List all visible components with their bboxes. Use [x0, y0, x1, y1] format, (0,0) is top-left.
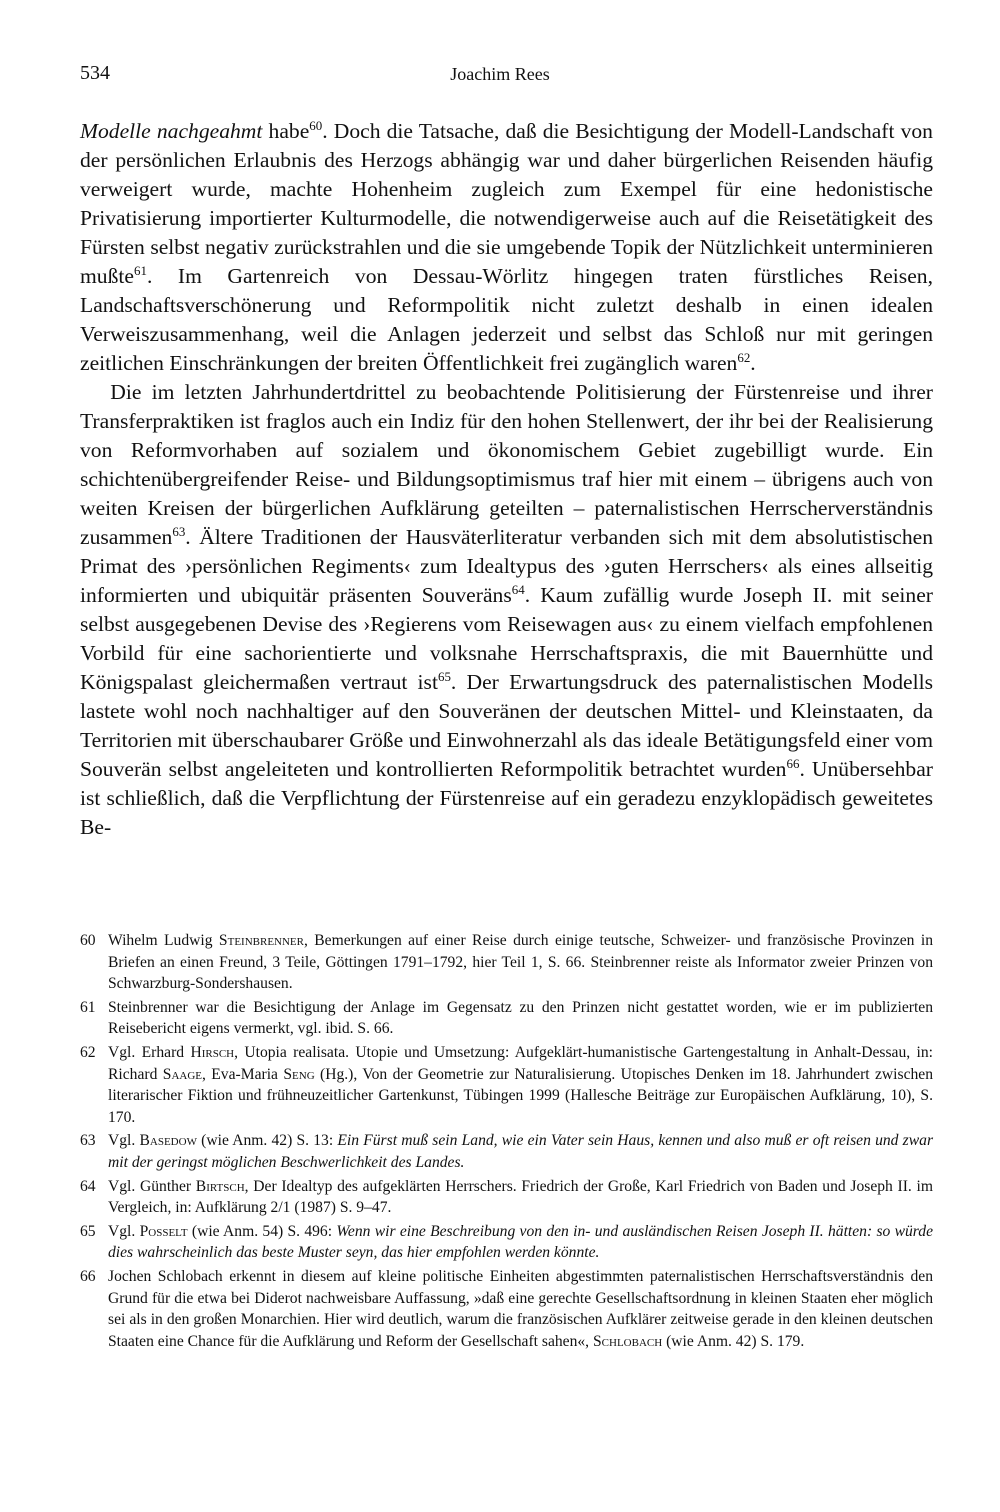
author-name: Hirsch	[190, 1043, 235, 1061]
text-run: Jochen Schlobach erkennt in diesem auf kleine politische Einheiten abgestimmten paternalistischen Herrschaftsverständnis den Grund für die etwa bei Diderot nachweisbare Auffassung, »daß eine gerechte Gesellschaftsordnung in kleinen Staaten eher möglich sei als in den großen Monarchien. Hier wird deutlich, warum die französischen Aufklärer zeitweise gerade in den kleinen deutschen Staaten eine Chance für die Aufklärung und Reform der Gesellschaft sahen«,	[108, 1267, 933, 1350]
footnote-64	[80, 1176, 933, 1219]
author-name: Birtsch	[195, 1177, 245, 1195]
paragraph	[80, 378, 933, 842]
footnote-ref-63[interactable]: 63	[172, 523, 186, 539]
running-head: Joachim Rees	[450, 64, 550, 84]
text-run: .	[750, 351, 756, 375]
text-run: , Eva-Maria	[202, 1065, 284, 1083]
footnote-text	[108, 1176, 933, 1219]
footnote-number: 63	[80, 1132, 96, 1150]
footnote-text	[108, 1042, 933, 1128]
text-run: . Der Erwartungsdruck des paternalistischen Modells lastete wohl noch nachhaltiger auf den Souveränen der deutschen Mittel- und Kleinstaaten, da Territorien mit überschaubarer Größe und Einwohnerzahl als das ideale Betätigungsfeld einer vom Souverän selbst angeleiteten und kontrollierten Reformpolitik betrachtet wurden	[80, 670, 934, 781]
text-run: , Bemerkungen auf einer Reise durch einige teutsche, Schweizer- und französische Provinzen in Briefen an einen Freund, 3 Teile, Göttingen 1791–1792, hier Teil 1, S. 66. Steinbrenner reiste als Informator zweier Prinzen von Schwarzburg-Sondershausen.	[108, 932, 933, 993]
text-run: (wie Anm. 42) S. 13:	[196, 1132, 338, 1150]
author-name: Steinbrenner	[218, 932, 304, 949]
quotation: Wenn wir eine Beschreibung von den in- und ausländischen Reisen Joseph II. hätten: so würde dies wahrscheinlich das beste Muster seyn, das hier empfohlen werden könnte.	[108, 1222, 934, 1262]
italic-phrase: Modelle nachgeahmt	[80, 119, 263, 143]
footnote-text	[108, 1221, 933, 1264]
text-run: . Im Gartenreich von Dessau-Wörlitz hingegen traten fürstliches Reisen, Landschaftsverschönerung und Reformpolitik nicht zuletzt deshalb in einen idealen Verweiszusammenhang, weil die Anlagen jederzeit und selbst das Schloß nur mit geringen zeitlichen Einschränkungen der breiten Öffentlichkeit frei zugänglich waren	[80, 264, 933, 375]
author-name: Basedow	[139, 1132, 197, 1150]
footnote-60	[80, 930, 933, 995]
footnote-number: 65	[80, 1222, 96, 1240]
body-text	[80, 117, 933, 842]
author-name: Seng	[283, 1065, 315, 1083]
text-run: (wie Anm. 42) S. 179.	[662, 1332, 805, 1350]
text-run: . Kaum zufällig wurde Joseph II. mit seiner selbst ausgegebenen Devise des ›Regierens vom Reisewagen aus‹ zu einem vielfach empfohlenen Vorbild für eine sachorientierte und volksnahe Herrschaftspraxis, die mit Bauernhütte und Königspalast gleichermaßen vertraut ist	[80, 583, 933, 694]
text-run: habe	[262, 119, 310, 143]
quotation: Ein Fürst muß sein Land, wie ein Vater sein Haus, kennen und also muß er oft reisen und zwar mit der geringst möglichen Beschwerlichkeit des Landes.	[108, 1132, 934, 1171]
text-run: (Hg.), Von der Geometrie zur Naturalisierung. Utopisches Denken im 18. Jahrhundert zwischen literarischer Fiktion und frühneuzeitlicher Gartenkunst, Tübingen 1999 (Hallesche Beiträge zur Europäischen Aufklärung, 10), S. 170.	[108, 1065, 934, 1126]
footnote-65	[80, 1221, 933, 1264]
footnote-number: 61	[80, 998, 96, 1016]
page-number: 534	[80, 62, 110, 84]
paragraph	[80, 117, 933, 378]
author-name: Saage	[162, 1065, 202, 1083]
text-run: . Doch die Tatsache, daß die Besichtigung der Modell-Landschaft von der persönlichen Erlaubnis des Herzogs abhängig war und daher bürgerlichen Reisenden häufig verweigert wurde, machte Hohenheim zugleich zum Exempel für eine hedonistische Privatisierung importierter Kulturmodelle, die notwendigerweise auch auf die Reisetätigkeit des Fürsten selbst negativ zurückstrahlen und die sie umgebende Topik der Nützlichkeit unterminieren mußte	[80, 119, 933, 288]
footnote-ref-62[interactable]: 62	[737, 349, 751, 365]
text-run: Wihelm Ludwig	[108, 932, 219, 949]
footnote-number: 62	[80, 1043, 96, 1061]
text-run: Vgl. Günther	[108, 1177, 196, 1195]
footnote-ref-65[interactable]: 65	[437, 668, 451, 684]
text-run: Vgl.	[108, 1132, 140, 1150]
author-name: Schlobach	[592, 1332, 663, 1350]
footnote-text	[108, 1130, 933, 1173]
footnote-number: 64	[80, 1177, 96, 1195]
text-run: , Der Idealtyp des aufgeklärten Herrschers. Friedrich der Große, Karl Friedrich von Baden und Joseph II. im Vergleich, in: Aufklärung 2/1 (1987) S. 9–47.	[108, 1177, 933, 1217]
footnote-text	[108, 930, 933, 995]
text-run: Vgl.	[108, 1222, 140, 1240]
text-run: , Utopia realisata. Utopie und Umsetzung: Aufgeklärt-humanistische Gartengestaltung in Anhalt-Dessau, in: Richard	[108, 1043, 933, 1083]
text-run: . Unübersehbar ist schließlich, daß die Verpflichtung der Fürstenreise auf ein geradezu enzyklopädisch geweitetes Be-	[80, 757, 933, 839]
footnote-ref-60[interactable]: 60	[309, 117, 323, 133]
text-run: . Ältere Traditionen der Hausväterliteratur verbanden sich mit dem absolutistischen Primat des ›persönlichen Regiments‹ zum Idealtypus des ›guten Herrschers‹ als eines allseitig informierten und ubiquitär präsenten Souveräns	[80, 525, 933, 607]
text-run: Die im letzten Jahrhundertdrittel zu beobachtende Politisierung der Fürstenreise und ihrer Transferpraktiken ist fraglos auch ein Indiz für den hohen Stellenwert, der ihr bei der Realisierung von Reformvorhaben auf sozialem und ökonomischem Gebiet zugebilligt wurde. Ein schichtenübergreifender Reise- und Bildungsoptimismus traf hier mit einem – übrigens auch von weiten Kreisen der bürgerlichen Aufklärung geteilten – paternalistischen Herrscherverständnis zusammen	[80, 380, 933, 549]
footnote-text: Steinbrenner war die Besichtigung der Anlage im Gegensatz zu den Prinzen nicht gestattet worden, wie er im publizierten Reisebericht eigens vermerkt, vgl. ibid. S. 66.	[108, 998, 933, 1038]
footnote-62	[80, 1042, 933, 1128]
footnote-61	[80, 997, 933, 1040]
footnote-ref-64[interactable]: 64	[511, 581, 525, 597]
footnote-text	[108, 1266, 933, 1352]
text-run: Vgl. Erhard	[108, 1043, 191, 1061]
footnote-ref-66[interactable]: 66	[786, 755, 800, 771]
author-name: Posselt	[139, 1222, 188, 1240]
footnote-ref-61[interactable]: 61	[133, 262, 147, 278]
text-run: (wie Anm. 54) S. 496:	[187, 1222, 337, 1240]
footnote-63	[80, 1130, 933, 1173]
footnote-66	[80, 1266, 933, 1352]
footnote-number: 60	[80, 932, 96, 949]
footnotes	[80, 930, 933, 1354]
footnote-number: 66	[80, 1267, 96, 1285]
